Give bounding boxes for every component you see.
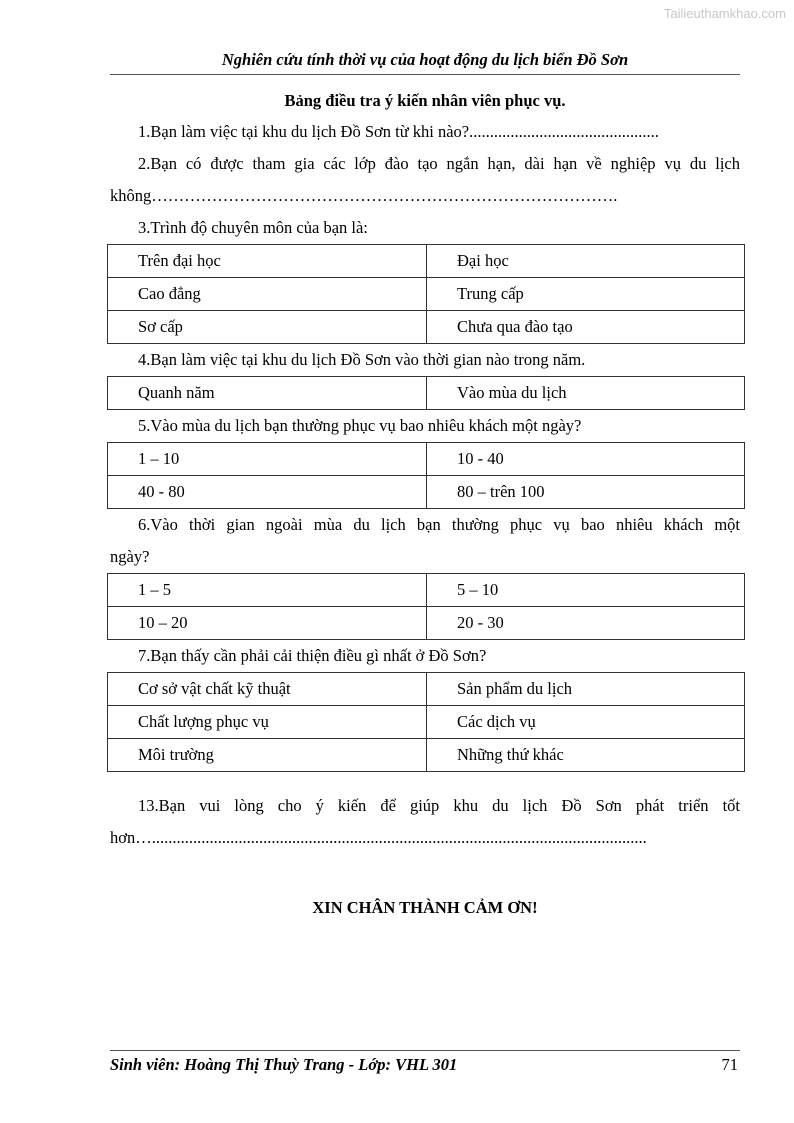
option-cell: 80 – trên 100 [427,476,745,509]
question-13-line-2: hơn…........................................................................................................................ [110,828,647,847]
option-cell: Chưa qua đào tạo [427,311,745,344]
table-row [108,706,745,739]
question-3: 3.Trình độ chuyên môn của bạn là: [138,218,368,237]
option-cell: 5 – 10 [427,574,745,607]
table-row [108,311,745,344]
footer-divider [110,1050,740,1051]
header-divider [110,74,740,75]
option-cell: Cao đẳng [108,278,427,311]
table-row [108,607,745,640]
survey-content [110,86,740,854]
question-13-line-1: 13.Bạn vui lòng cho ý kiến để giúp khu du lịch Đồ Sơn phát triển tốt [138,796,740,815]
question-7-options-table [107,672,745,772]
table-row [108,739,745,772]
page-header-title: Nghiên cứu tính thời vụ của hoạt động du lịch biển Đồ Sơn [221,50,629,69]
question-2-line-1: 2.Bạn có được tham gia các lớp đào tạo ngắn hạn, dài hạn về nghiệp vụ du lịch [138,154,740,173]
option-cell: Đại học [427,245,745,278]
option-cell: 20 - 30 [427,607,745,640]
table-row [108,673,745,706]
question-2-line-2: không…………………………………………………………………………. [110,186,618,205]
table-row [108,245,745,278]
option-cell: Sản phẩm du lịch [427,673,745,706]
option-cell: Những thứ khác [427,739,745,772]
question-1: 1.Bạn làm việc tại khu du lịch Đồ Sơn từ khi nào?.............................................. [138,122,659,141]
question-5: 5.Vào mùa du lịch bạn thường phục vụ bao nhiêu khách một ngày? [138,416,582,435]
question-4: 4.Bạn làm việc tại khu du lịch Đồ Sơn vào thời gian nào trong năm. [138,350,586,369]
page-number: 71 [721,1055,738,1074]
question-6-line-1: 6.Vào thời gian ngoài mùa du lịch bạn thường phục vụ bao nhiêu khách một [138,515,740,534]
option-cell: 40 - 80 [108,476,427,509]
option-cell: Sơ cấp [108,311,427,344]
option-cell: Trung cấp [427,278,745,311]
table-row [108,476,745,509]
option-cell: 1 – 10 [108,443,427,476]
option-cell: Các dịch vụ [427,706,745,739]
survey-title: Bảng điều tra ý kiến nhân viên phục vụ. [284,91,566,110]
question-5-options-table [107,442,745,509]
question-7: 7.Bạn thấy cần phải cải thiện điều gì nhất ở Đồ Sơn? [138,646,487,665]
footer-author: Sinh viên: Hoàng Thị Thuỳ Trang - Lớp: VHL 301 [110,1055,458,1074]
option-cell: 1 – 5 [108,574,427,607]
option-cell: Trên đại học [108,245,427,278]
option-cell: Vào mùa du lịch [427,377,745,410]
question-6-options-table [107,573,745,640]
option-cell: Môi trường [108,739,427,772]
question-4-options-table [107,376,745,410]
table-row [108,377,745,410]
table-row [108,574,745,607]
option-cell: Chất lượng phục vụ [108,706,427,739]
table-row [108,443,745,476]
thank-you-message: XIN CHÂN THÀNH CẢM ƠN! [312,898,538,917]
section-spacer [110,772,740,790]
question-3-options-table [107,244,745,344]
option-cell: 10 – 20 [108,607,427,640]
table-row [108,278,745,311]
question-6-line-2: ngày? [110,547,150,566]
option-cell: 10 - 40 [427,443,745,476]
option-cell: Cơ sở vật chất kỹ thuật [108,673,427,706]
option-cell: Quanh năm [108,377,427,410]
watermark: Tailieuthamkhao.com [663,6,786,21]
